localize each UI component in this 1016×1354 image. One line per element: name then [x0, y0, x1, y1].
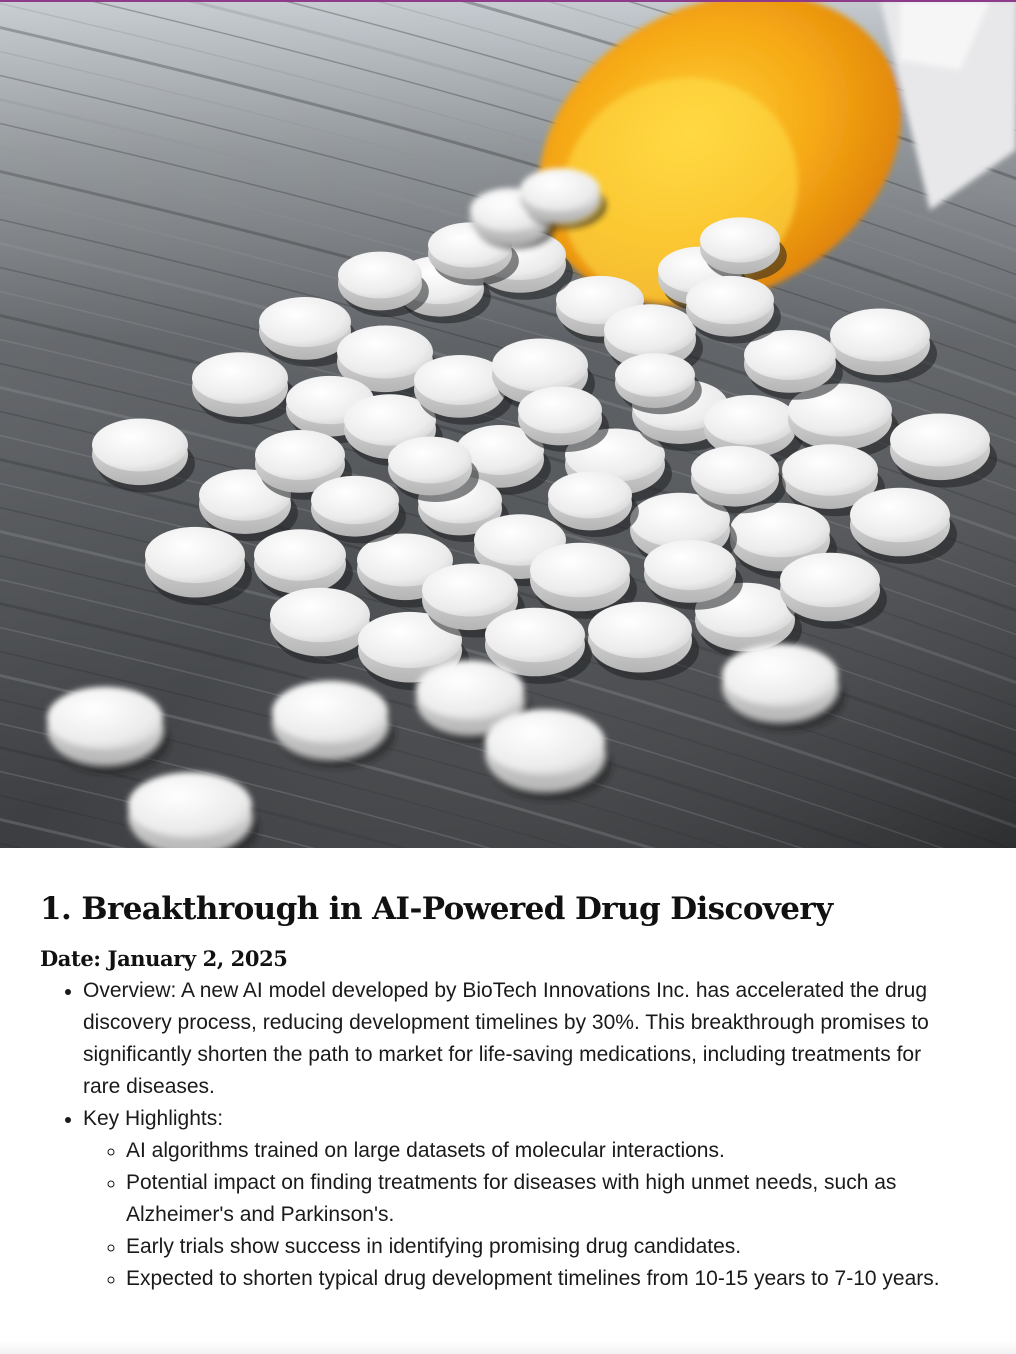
- key-highlights-label: Key Highlights:: [83, 1107, 224, 1130]
- highlights-sublist: [83, 1135, 940, 1295]
- highlight-text: Potential impact on finding treatments for diseases with high unmet needs, such as Alzheimer's and Parkinson's.: [126, 1171, 897, 1226]
- pill-icon: [272, 681, 395, 768]
- highlight-text: Early trials show success in identifying promising drug candidates.: [126, 1235, 742, 1258]
- list-item: [126, 1135, 940, 1167]
- pill-icon: [722, 644, 845, 731]
- pill-icon: [485, 709, 612, 801]
- highlight-text: Expected to shorten typical drug development timelines from 10-15 years to 7-10 years.: [126, 1267, 940, 1290]
- bullet-list: [40, 975, 940, 1295]
- list-item: [126, 1263, 940, 1295]
- article-title: 1. Breakthrough in AI-Powered Drug Discovery: [40, 891, 833, 927]
- article-date: Date: January 2, 2025: [40, 946, 288, 971]
- bottom-fade: [0, 1340, 1016, 1354]
- top-accent-line: [0, 0, 1016, 2]
- list-item: [83, 1103, 940, 1295]
- list-item: [126, 1167, 940, 1231]
- pill-icon: [47, 687, 170, 774]
- list-item: [83, 975, 940, 1103]
- highlight-text: AI algorithms trained on large datasets of molecular interactions.: [126, 1139, 725, 1162]
- list-item: [126, 1231, 940, 1263]
- overview-text: Overview: A new AI model developed by BioTech Innovations Inc. has accelerated the drug discovery process, reducing development timelines by 30%. This breakthrough promises to significantly shorten the path to market for life-saving medications, including treatments for rare diseases.: [83, 979, 929, 1098]
- article: [40, 884, 940, 1295]
